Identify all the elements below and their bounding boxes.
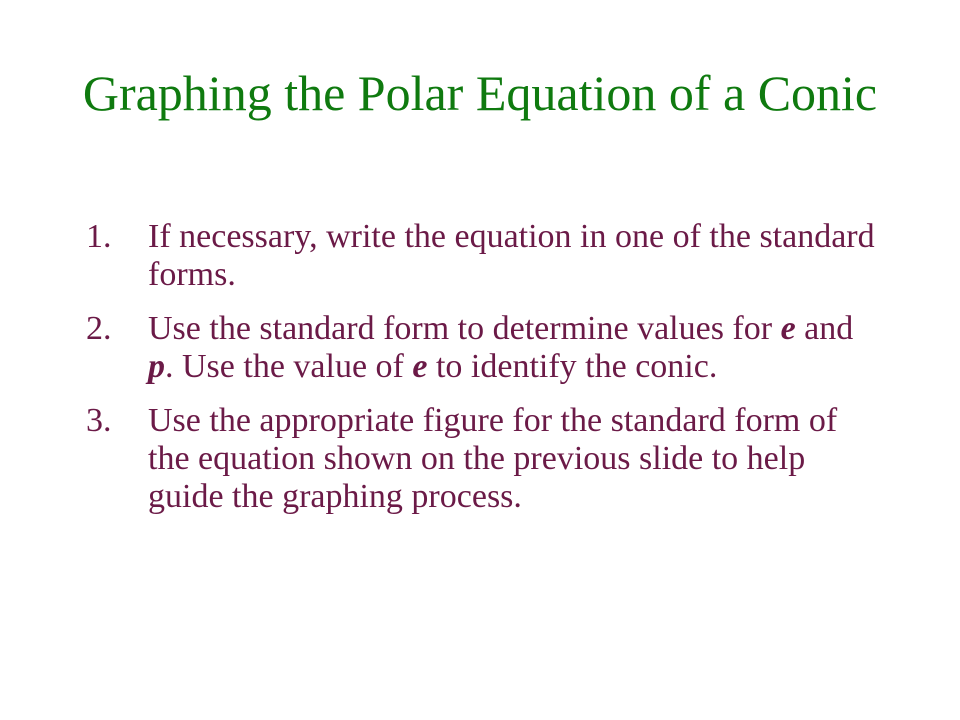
variable-p: p <box>148 348 165 385</box>
step-text-segment: and <box>795 310 854 347</box>
slide-title: Graphing the Polar Equation of a Conic <box>82 65 878 121</box>
step-item-2 <box>86 310 886 386</box>
step-text-segment: . Use the value of <box>165 348 413 385</box>
step-text-segment: Use the standard form to determine values for <box>148 310 781 347</box>
step-text: Use the appropriate figure for the standard form of the equation shown on the previous slide to help guide the graphing process. <box>148 402 838 515</box>
step-text <box>148 310 853 385</box>
step-number: 2. <box>86 310 112 347</box>
step-item-3 <box>86 402 886 516</box>
steps-list <box>86 218 886 532</box>
step-number: 3. <box>86 402 112 439</box>
step-item-1 <box>86 218 886 294</box>
step-text: If necessary, write the equation in one of the standard forms. <box>148 218 875 293</box>
step-text-segment: to identify the conic. <box>427 348 718 385</box>
step-number: 1. <box>86 218 112 255</box>
variable-e: e <box>780 310 796 347</box>
variable-e: e <box>412 348 428 385</box>
